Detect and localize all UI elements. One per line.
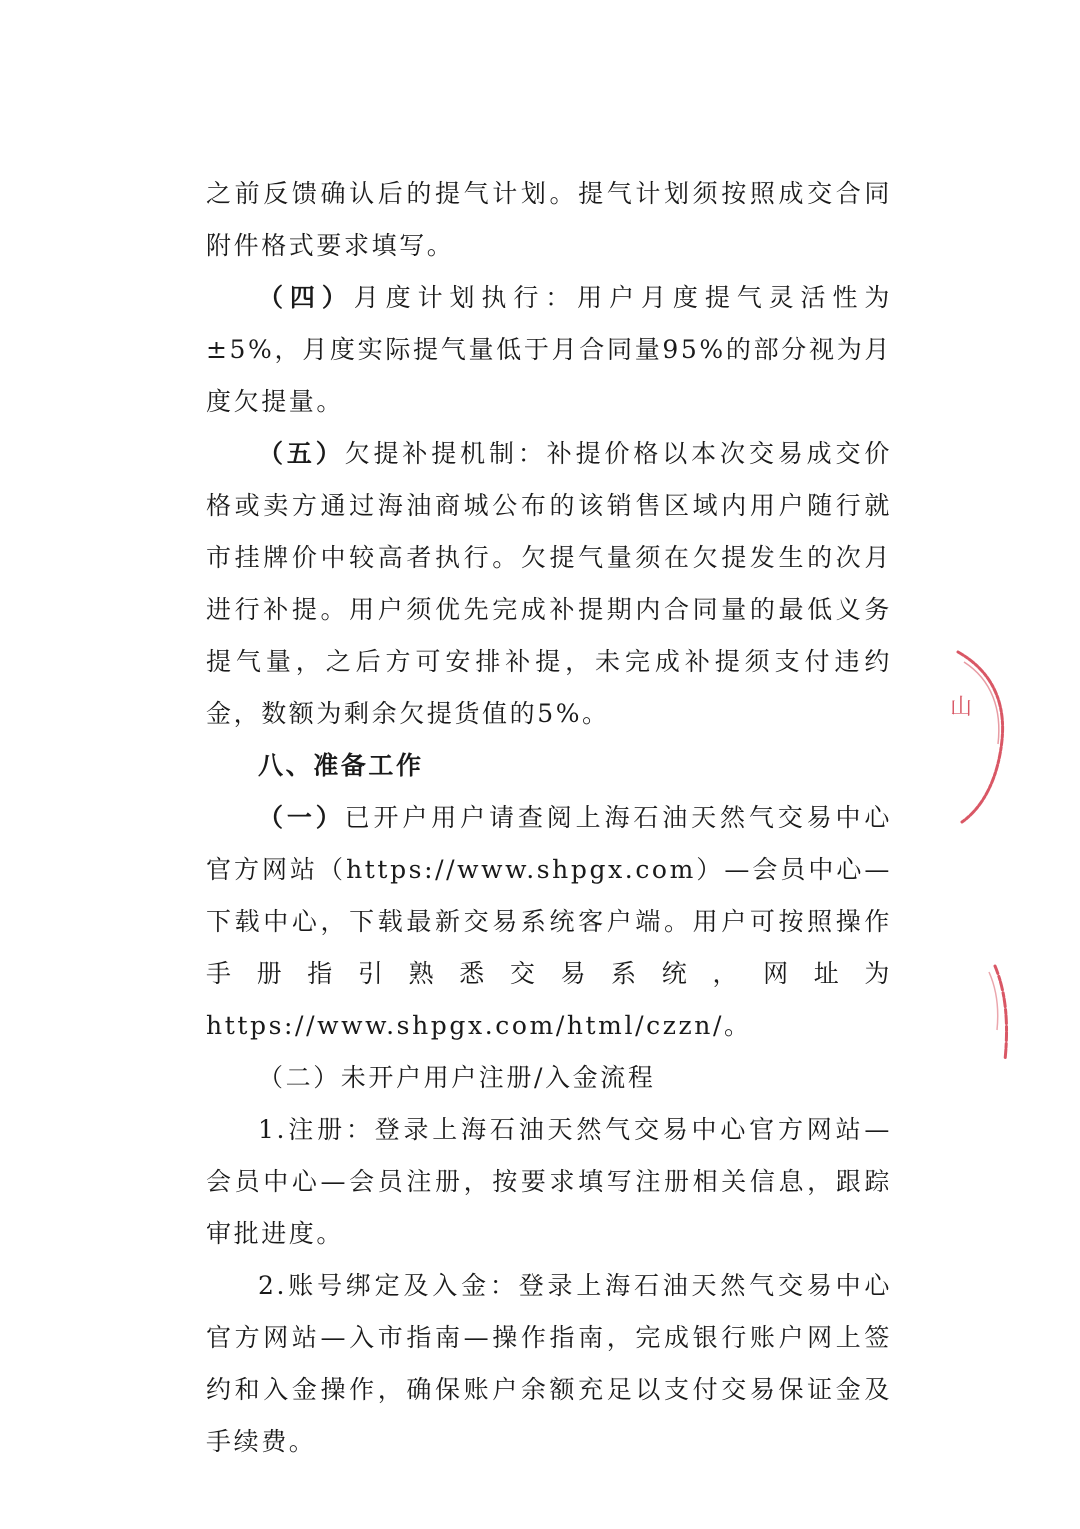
paragraph-make-up-mechanism	[206, 428, 892, 740]
item-number-one: （一）	[258, 803, 345, 832]
document-body	[206, 168, 892, 1468]
paragraph-account-binding-step: 2.账号绑定及入金：登录上海石油天然气交易中心官方网站—入市指南—操作指南，完成银行账户网上签约和入金操作，确保账户余额充足以支付交易保证金及手续费。	[206, 1271, 892, 1456]
svg-text:山: 山	[950, 695, 973, 720]
paragraph-existing-users	[206, 792, 892, 1052]
seam-seal-fragment	[975, 960, 1025, 1070]
item-number-four: （四）	[258, 283, 354, 312]
paragraph-existing-users-text: 已开户用户请查阅上海石油天然气交易中心官方网站（https://www.shpgx.com）—会员中心—下载中心，下载最新交易系统客户端。用户可按照操作手册指引熟悉交易系统，网址为https://www.shpgx.com/html/czzn/。	[206, 803, 892, 1040]
paragraph-plan-format: 之前反馈确认后的提气计划。提气计划须按照成交合同附件格式要求填写。	[206, 179, 892, 260]
paragraph-registration-step: 1.注册：登录上海石油天然气交易中心官方网站—会员中心—会员注册，按要求填写注册相关信息，跟踪审批进度。	[206, 1115, 892, 1248]
seal-stamp-partial	[940, 640, 1020, 830]
paragraph-monthly-plan-text: 月度计划执行：用户月度提气灵活性为±5%，月度实际提气量低于月合同量95%的部分视为月度欠提量。	[206, 283, 892, 416]
item-number-five: （五）	[258, 439, 345, 468]
subheading-new-user-registration: （二）未开户用户注册/入金流程	[258, 1063, 656, 1092]
section-heading-preparation: 八、准备工作	[258, 751, 424, 780]
paragraph-monthly-plan	[206, 272, 892, 428]
paragraph-make-up-mechanism-text: 欠提补提机制：补提价格以本次交易成交价格或卖方通过海油商城公布的该销售区域内用户随行就市挂牌价中较高者执行。欠提气量须在欠提发生的次月进行补提。用户须优先完成补提期内合同量的最低义务提气量，之后方可安排补提，未完成补提须支付违约金，数额为剩余欠提货值的5%。	[206, 439, 892, 728]
